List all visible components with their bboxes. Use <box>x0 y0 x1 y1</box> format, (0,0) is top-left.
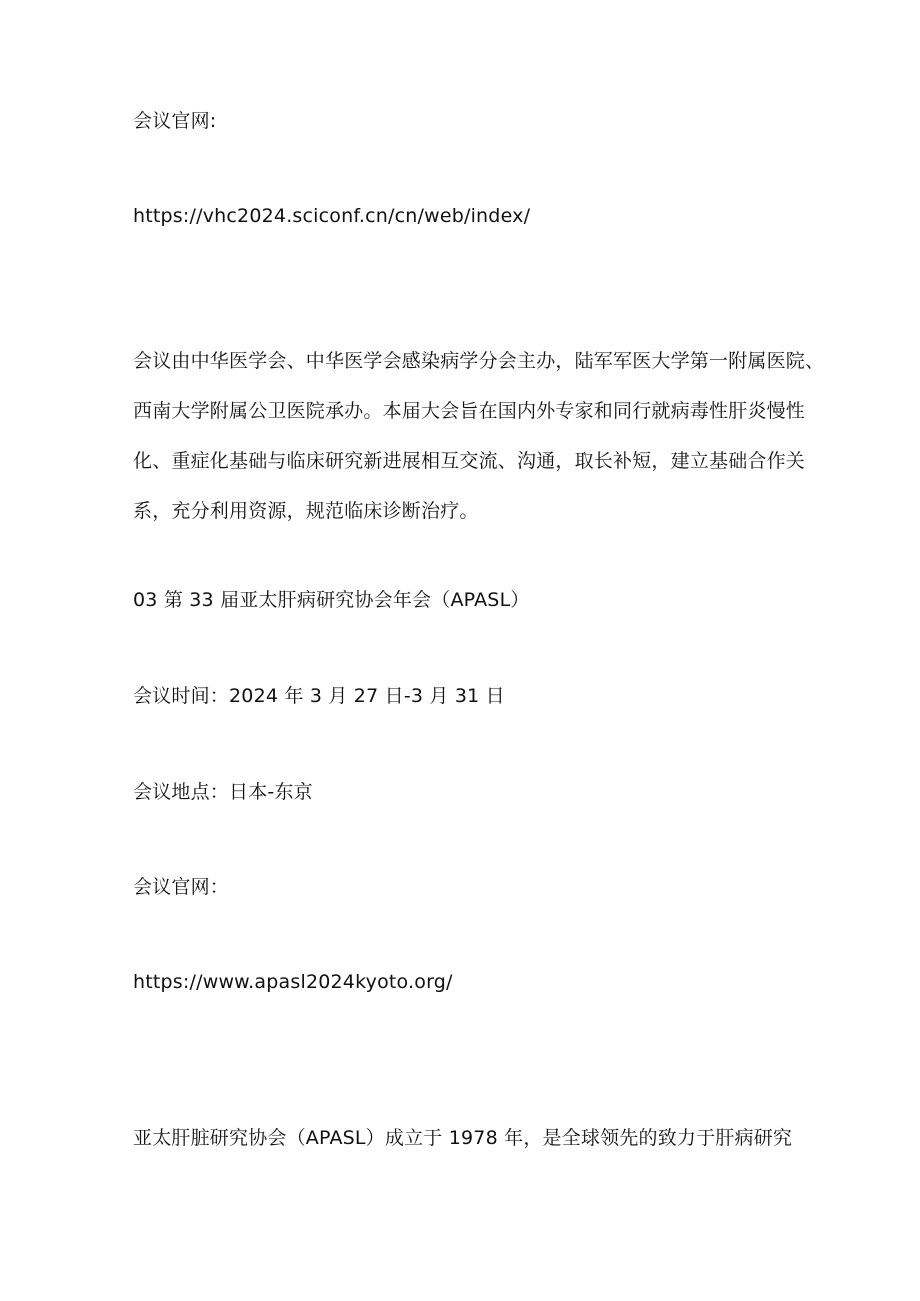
website-url: https://vhc2024.sciconf.cn/cn/web/index/ <box>133 205 531 227</box>
description-line: 系，充分利用资源，规范临床诊断治疗。 <box>133 500 479 522</box>
description-line: 会议由中华医学会、中华医学会感染病学分会主办，陆军军医大学第一附属医院、 <box>133 350 825 372</box>
description-line: 化、重症化基础与临床研究新进展相互交流、沟通，取长补短，建立基础合作关 <box>133 450 806 472</box>
description-line: 亚太肝脏研究协会（APASL）成立于 1978 年，是全球领先的致力于肝病研究 <box>133 1127 793 1149</box>
section-heading: 03 第 33 届亚太肝病研究协会年会（APASL） <box>133 589 530 611</box>
website-url: https://www.apasl2024kyoto.org/ <box>133 971 453 993</box>
conference-location: 会议地点：日本-东京 <box>133 781 313 803</box>
conference-time: 会议时间：2024 年 3 月 27 日-3 月 31 日 <box>133 685 505 707</box>
conference-description <box>133 348 825 548</box>
website-label: 会议官网： <box>133 876 230 898</box>
website-label: 会议官网: <box>133 110 217 132</box>
description-line: 西南大学附属公卫医院承办。本届大会旨在国内外专家和同行就病毒性肝炎慢性 <box>133 400 806 422</box>
